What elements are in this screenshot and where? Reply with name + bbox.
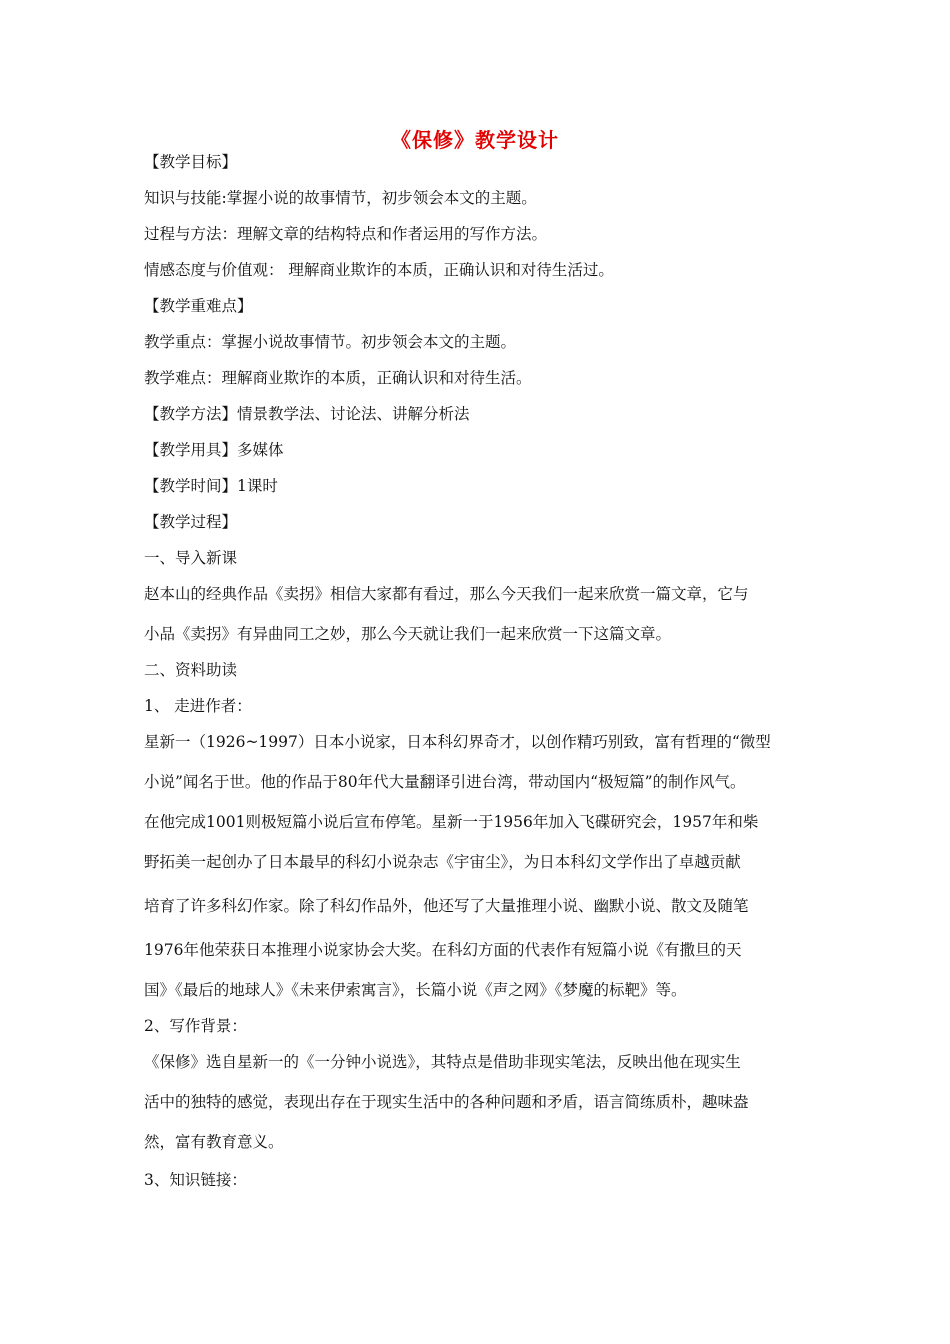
subsection-background: 2、写作背景：: [144, 1017, 247, 1035]
goal-emotion: 情感态度与价值观： 理解商业欺诈的本质，正确认识和对待生活过。: [144, 261, 614, 279]
subsection-author: 1、 走进作者：: [144, 697, 252, 715]
section-intro: 一、导入新课: [144, 549, 238, 567]
paragraph-line: 然，富有教育意义。: [144, 1133, 284, 1151]
paragraph-line: 赵本山的经典作品《卖拐》相信大家都有看过，那么今天我们一起来欣赏一篇文章，它与: [144, 585, 749, 603]
subsection-knowledge-link: 3、知识链接：: [144, 1171, 247, 1189]
teaching-time: 【教学时间】1课时: [144, 477, 278, 495]
paragraph-line: 星新一（1926~1997）日本小说家，日本科幻界奇才，以创作精巧别致，富有哲理的“微型: [144, 733, 771, 751]
section-materials: 二、资料助读: [144, 661, 238, 679]
goal-process: 过程与方法：理解文章的结构特点和作者运用的写作方法。: [144, 225, 548, 243]
teaching-tools: 【教学用具】多媒体: [144, 441, 284, 459]
paragraph-line: 培育了许多科幻作家。除了科幻作品外，他还写了大量推理小说、幽默小说、散文及随笔: [144, 897, 749, 915]
paragraph-line: 国》《最后的地球人》《未来伊索寓言》，长篇小说《声之网》《梦魔的标靶》等。: [144, 981, 687, 999]
paragraph-line: 小说”闻名于世。他的作品于80年代大量翻译引进台湾，带动国内“极短篇”的制作风气。: [144, 773, 746, 791]
paragraph-line: 小品《卖拐》有异曲同工之妙，那么今天就让我们一起来欣赏一下这篇文章。: [144, 625, 672, 643]
paragraph-line: 1976年他荣获日本推理小说家协会大奖。在科幻方面的代表作有短篇小说《有撒旦的天: [144, 941, 742, 959]
paragraph-line: 野拓美一起创办了日本最早的科幻小说杂志《宇宙尘》，为日本科幻文学作出了卓越贡献: [144, 853, 741, 871]
paragraph-line: 在他完成1001则极短篇小说后宣布停笔。星新一于1956年加入飞碟研究会，1957年和柴: [144, 813, 759, 831]
difficult-point: 教学难点：理解商业欺诈的本质，正确认识和对待生活。: [144, 369, 532, 387]
paragraph-line: 活中的独特的感觉，表现出存在于现实生活中的各种问题和矛盾，语言简练质朴，趣味盎: [144, 1093, 749, 1111]
heading-teaching-goals: 【教学目标】: [144, 153, 238, 171]
teaching-methods: 【教学方法】情景教学法、讨论法、讲解分析法: [144, 405, 470, 423]
paragraph-line: 《保修》选自星新一的《一分钟小说选》，其特点是借助非现实笔法，反映出他在现实生: [144, 1053, 741, 1071]
heading-key-points: 【教学重难点】: [144, 297, 253, 315]
document-title: 《保修》教学设计: [391, 128, 559, 152]
heading-teaching-process: 【教学过程】: [144, 513, 238, 531]
goal-knowledge: 知识与技能:掌握小说的故事情节，初步领会本文的主题。: [144, 189, 537, 207]
key-point: 教学重点：掌握小说故事情节。初步领会本文的主题。: [144, 333, 517, 351]
